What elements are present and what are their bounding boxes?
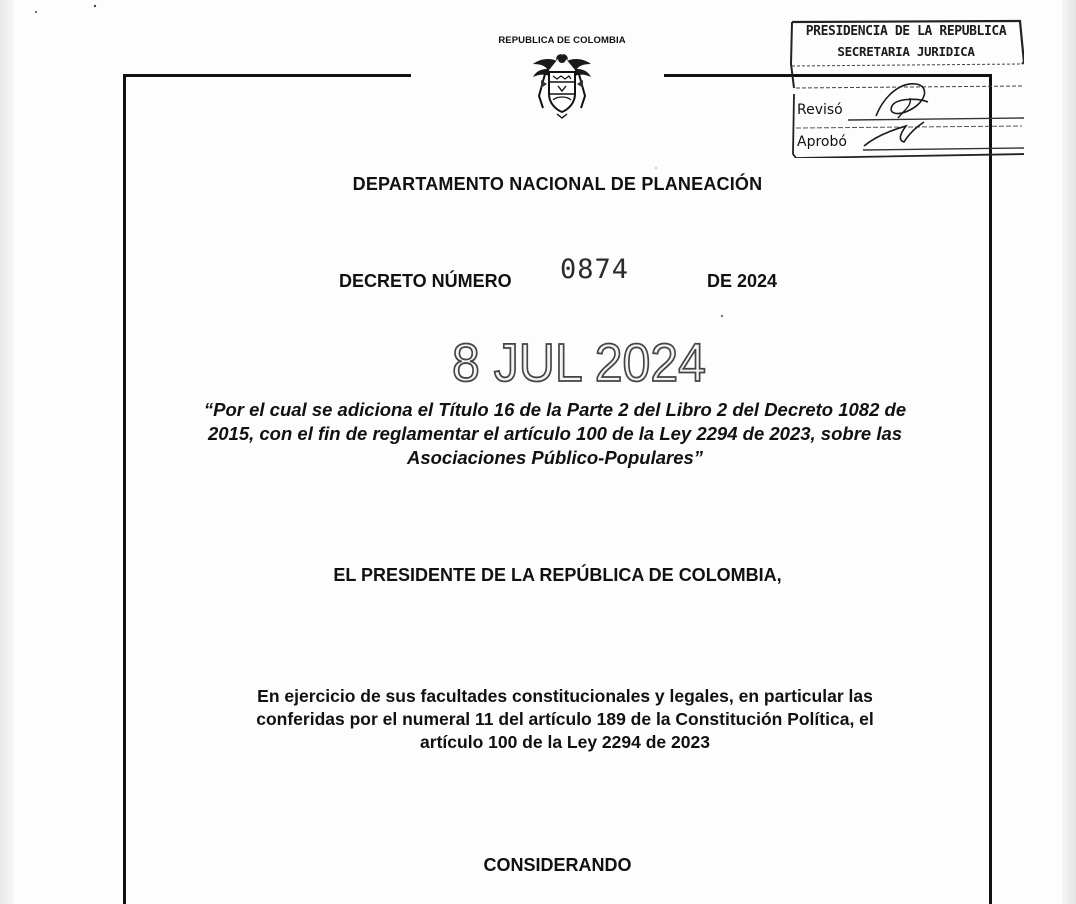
powers-line: artículo 100 de la Ley 2294 de 2023	[420, 732, 710, 752]
president-heading: EL PRESIDENTE DE LA REPÚBLICA DE COLOMBIA,	[333, 565, 782, 585]
decree-label: DECRETO NÚMERO	[339, 271, 512, 291]
frame-top-left	[123, 74, 411, 77]
decree-title-line: Asociaciones Público-Populares”	[406, 447, 704, 468]
stamp-approved-label: Aprobó	[797, 134, 847, 150]
powers-line: conferidas por el numeral 11 del artículo 189 de la Constitución Política, el	[256, 709, 874, 729]
country-label: REPUBLICA DE COLOMBIA	[498, 35, 626, 46]
decree-title-line: “Por el cual se adiciona el Título 16 de la Parte 2 del Libro 2 del Decreto 1082 de	[203, 399, 907, 420]
decree-title-line: 2015, con el fin de reglamentar el artículo 100 de la Ley 2294 de 2023, sobre las	[207, 423, 903, 444]
decree-number: 0874	[560, 254, 630, 285]
date-stamp-text: 8 JUL 2024	[452, 333, 706, 390]
stamp-reviewed-label: Revisó	[797, 102, 843, 118]
powers-paragraph	[170, 685, 960, 754]
stamp-subtitle: SECRETARIA JURIDICA	[837, 44, 975, 59]
date-stamp	[450, 320, 720, 390]
coat-of-arms-icon	[527, 50, 597, 120]
frame-right	[989, 75, 992, 904]
frame-left	[123, 75, 126, 904]
decree-year: DE 2024	[707, 271, 778, 291]
legal-review-stamp	[788, 18, 1024, 158]
stamp-title: PRESIDENCIA DE LA REPUBLICA	[805, 24, 1007, 39]
department-heading: DEPARTAMENTO NACIONAL DE PLANEACIÓN	[352, 174, 763, 194]
powers-line: En ejercicio de sus facultades constitucionales y legales, en particular las	[257, 686, 873, 706]
decree-title	[140, 398, 970, 470]
considering-heading: CONSIDERANDO	[483, 855, 632, 875]
